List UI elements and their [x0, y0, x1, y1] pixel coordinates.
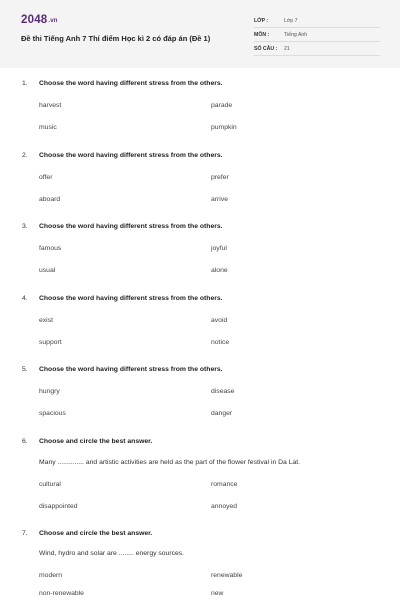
- answer-option[interactable]: spacious: [39, 410, 66, 417]
- answer-option[interactable]: romance: [211, 481, 238, 488]
- answer-option[interactable]: modern: [39, 572, 63, 579]
- question-prompt: Many .............. and artistic activities are held as the part of the flower festival in Da Lat.: [39, 459, 301, 466]
- answer-option[interactable]: harvest: [39, 102, 62, 109]
- question-text: Choose the word having different stress from the others.: [39, 223, 223, 230]
- meta-value: Tiếng Anh: [284, 32, 308, 38]
- answer-option[interactable]: pumpkin: [211, 124, 237, 131]
- question-number: 1.: [22, 80, 28, 87]
- answer-option[interactable]: prefer: [211, 174, 229, 181]
- answer-option[interactable]: avoid: [211, 317, 228, 324]
- logo-suffix: .vn: [48, 18, 58, 24]
- answer-option[interactable]: new: [211, 590, 224, 597]
- answer-option[interactable]: usual: [39, 267, 56, 274]
- answer-option[interactable]: hungry: [39, 388, 60, 395]
- answer-option[interactable]: offer: [39, 174, 53, 181]
- answer-option[interactable]: annoyed: [211, 503, 238, 510]
- question-number: 4.: [22, 295, 28, 302]
- questions-list: [0, 68, 400, 600]
- answer-option[interactable]: non-renewable: [39, 590, 84, 597]
- meta-key: LỚP :: [254, 18, 269, 24]
- meta-value: 21: [284, 46, 290, 52]
- answer-option[interactable]: cultural: [39, 481, 61, 488]
- answer-option[interactable]: notice: [211, 339, 230, 346]
- question-text: Choose the word having different stress from the others.: [39, 80, 223, 87]
- question-text: Choose the word having different stress from the others.: [39, 152, 223, 159]
- meta-row-count: [254, 42, 380, 56]
- answer-option[interactable]: arrive: [211, 196, 228, 203]
- question-prompt: Wind, hydro and solar are ........ energy sources.: [39, 550, 185, 557]
- question-number: 3.: [22, 223, 28, 230]
- answer-option[interactable]: disease: [211, 388, 235, 395]
- answer-option[interactable]: aboard: [39, 196, 61, 203]
- answer-option[interactable]: exist: [39, 317, 53, 324]
- meta-row-class: [254, 14, 380, 28]
- meta-key: SỐ CÂU :: [254, 46, 278, 52]
- question-text: Choose and circle the best answer.: [39, 530, 153, 537]
- answer-option[interactable]: parade: [211, 102, 233, 109]
- answer-option[interactable]: support: [39, 339, 62, 346]
- meta-key: MÔN :: [254, 32, 270, 38]
- question-text: Choose and circle the best answer.: [39, 438, 153, 445]
- question-number: 6.: [22, 438, 28, 445]
- answer-option[interactable]: disappointed: [39, 503, 78, 510]
- question-text: Choose the word having different stress from the others.: [39, 295, 223, 302]
- question-number: 7.: [22, 530, 28, 537]
- answer-option[interactable]: renewable: [211, 572, 243, 579]
- answer-option[interactable]: alone: [211, 267, 228, 274]
- page-title: Đề thi Tiếng Anh 7 Thí điểm Học kì 2 có đáp án (Đề 1): [21, 34, 211, 43]
- answer-option[interactable]: famous: [39, 245, 62, 252]
- question-number: 2.: [22, 152, 28, 159]
- site-logo[interactable]: [21, 14, 58, 26]
- answer-option[interactable]: joyful: [211, 245, 227, 252]
- answer-option[interactable]: danger: [211, 410, 233, 417]
- question-number: 5.: [22, 366, 28, 373]
- meta-value: Lớp 7: [284, 18, 298, 24]
- document-header: [0, 0, 400, 68]
- logo-text: 2048: [21, 14, 48, 26]
- question-text: Choose the word having different stress from the others.: [39, 366, 223, 373]
- answer-option[interactable]: music: [39, 124, 57, 131]
- meta-row-subject: [254, 28, 380, 42]
